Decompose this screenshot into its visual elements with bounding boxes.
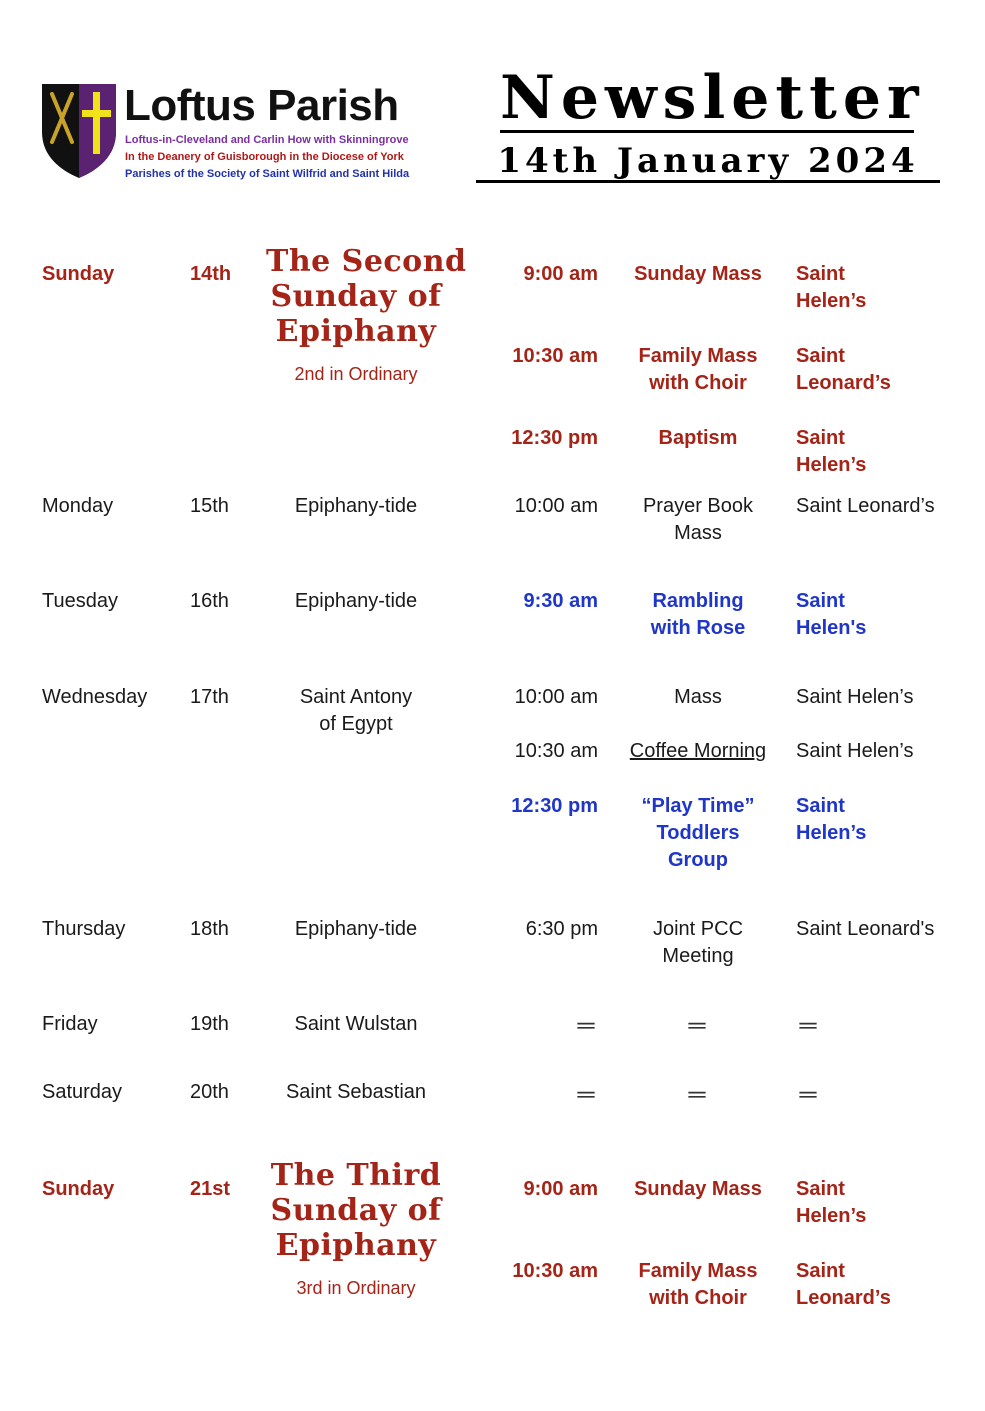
parish-subtitle-2: In the Deanery of Guisborough in the Diocese of York xyxy=(125,151,404,163)
event-name: Mass xyxy=(674,686,722,708)
newsletter-title: Newsletter xyxy=(500,63,925,133)
event-place: Saint xyxy=(796,263,845,285)
feast-name: Saint Wulstan xyxy=(294,1013,418,1035)
event-place: Saint Leonard’s xyxy=(796,495,935,517)
event-place: Saint Leonard's xyxy=(796,918,935,940)
event-place: Saint xyxy=(796,427,845,449)
event-name: Mass xyxy=(674,522,722,544)
row-day: Saturday xyxy=(42,1081,123,1103)
event-name: Sunday Mass xyxy=(634,1178,762,1200)
event-name: Family Mass xyxy=(638,345,758,367)
row-day: Monday xyxy=(42,495,114,517)
event-time: 10:00 am xyxy=(514,495,598,517)
event-time: 10:00 am xyxy=(514,686,598,708)
event-name: Baptism xyxy=(658,427,738,449)
row-date: 14th xyxy=(190,263,232,285)
event-time: 12:30 pm xyxy=(511,795,598,817)
row-day: Sunday xyxy=(42,263,115,285)
row-date: 20th xyxy=(190,1081,229,1103)
event-place: Helen’s xyxy=(796,822,867,844)
feast-title-line: Sunday of xyxy=(270,1193,442,1228)
event-place: Helen’s xyxy=(796,1205,867,1227)
event-time: 12:30 pm xyxy=(511,427,598,449)
newsletter-header xyxy=(0,0,985,220)
row-day: Tuesday xyxy=(42,590,118,612)
no-event-dash: ═ xyxy=(577,1012,595,1039)
row-date: 21st xyxy=(190,1178,231,1200)
event-place: Helen’s xyxy=(796,290,867,312)
row-date: 19th xyxy=(190,1013,229,1035)
event-name: Meeting xyxy=(662,945,734,967)
no-event-dash: ═ xyxy=(688,1081,706,1108)
row-date: 15th xyxy=(190,495,229,517)
event-name: Family Mass xyxy=(638,1260,758,1282)
parish-shield-icon xyxy=(40,82,118,180)
row-day: Friday xyxy=(42,1013,98,1035)
parish-name: Loftus Parish xyxy=(124,81,399,130)
no-event-dash: ═ xyxy=(799,1081,817,1108)
feast-name: Epiphany-tide xyxy=(294,918,418,940)
event-time: 9:30 am xyxy=(523,590,598,612)
coffee-morning-link[interactable]: Coffee Morning xyxy=(629,740,767,762)
event-name: with Rose xyxy=(650,617,746,639)
event-place: Saint xyxy=(796,795,845,817)
row-day: Wednesday xyxy=(42,686,148,708)
event-time: 6:30 pm xyxy=(525,918,598,940)
ordinary-label: 3rd in Ordinary xyxy=(296,1278,416,1298)
event-time: 10:30 am xyxy=(512,345,598,367)
event-name: Sunday Mass xyxy=(634,263,762,285)
feast-name: of Egypt xyxy=(319,713,393,735)
event-place: Saint Helen’s xyxy=(796,686,914,708)
ordinary-label: 2nd in Ordinary xyxy=(294,364,418,384)
event-place: Leonard’s xyxy=(796,1287,891,1309)
issue-date: 14th January 2024 xyxy=(476,142,940,183)
event-name: Rambling xyxy=(652,590,744,612)
feast-title-line: Sunday of xyxy=(270,279,442,314)
feast-name: Saint Sebastian xyxy=(285,1081,427,1103)
event-time: 10:30 am xyxy=(512,1260,598,1282)
row-date: 18th xyxy=(190,918,229,940)
event-name: Joint PCC xyxy=(652,918,744,940)
event-name: with Choir xyxy=(649,1287,747,1309)
event-place: Saint xyxy=(796,1260,845,1282)
no-event-dash: ═ xyxy=(688,1012,706,1039)
feast-title-line: Epiphany xyxy=(275,314,437,349)
feast-title-line: Epiphany xyxy=(275,1228,437,1263)
feast-name: Epiphany-tide xyxy=(294,590,418,612)
parish-subtitle-1: Loftus-in-Cleveland and Carlin How with Skinningrove xyxy=(125,134,409,146)
no-event-dash: ═ xyxy=(799,1012,817,1039)
event-place: Leonard’s xyxy=(796,372,891,394)
event-place: Helen's xyxy=(796,617,867,639)
event-place: Helen’s xyxy=(796,454,867,476)
row-day: Thursday xyxy=(42,918,126,940)
event-name: Group xyxy=(668,849,728,871)
event-time: 9:00 am xyxy=(523,263,598,285)
feast-name: Epiphany-tide xyxy=(294,495,418,517)
event-name: Toddlers xyxy=(656,822,740,844)
no-event-dash: ═ xyxy=(577,1081,595,1108)
event-time: 9:00 am xyxy=(523,1178,598,1200)
event-place: Saint Helen’s xyxy=(796,740,914,762)
feast-title-line: The Second xyxy=(266,244,467,279)
event-name: Prayer Book xyxy=(642,495,754,517)
event-name: “Play Time” xyxy=(641,795,755,817)
row-date: 17th xyxy=(190,686,229,708)
event-place: Saint xyxy=(796,345,845,367)
row-date: 16th xyxy=(190,590,229,612)
event-time: 10:30 am xyxy=(514,740,598,762)
feast-name: Saint Antony xyxy=(299,686,413,708)
feast-title-line: The Third xyxy=(270,1158,442,1193)
event-place: Saint xyxy=(796,590,845,612)
row-day: Sunday xyxy=(42,1178,115,1200)
event-name: with Choir xyxy=(649,372,747,394)
parish-subtitle-3: Parishes of the Society of Saint Wilfrid and Saint Hilda xyxy=(125,168,410,180)
event-place: Saint xyxy=(796,1178,845,1200)
